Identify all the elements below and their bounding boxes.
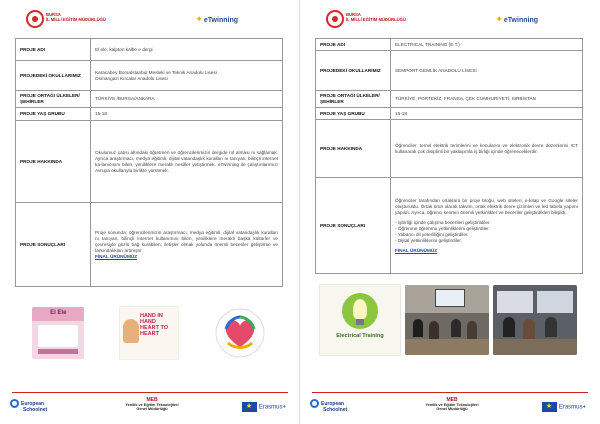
table-row bbox=[16, 61, 283, 91]
table-row bbox=[316, 39, 583, 51]
row-value: Okulumuz çatısı altındaki öğretmen ve öğrencilerimizin dergide rol alması ni sağlamak. Ayrıca araştırmacı, medya eğitimli, dijital vatandaşlık kuralları nı tanıyan, bilinçli internet ka-lanıcısını bilen, yeniliklere meraklı nesiller yetiştirmek. eTwinning ile çalıştırılarımızı Avrupa okullarıyla birlikte yürütmek. bbox=[91, 121, 283, 203]
meb-footer-abbr: MEB bbox=[446, 397, 458, 403]
meb-footer-abbr: MEB bbox=[146, 397, 158, 403]
row-label: PROJE ADI bbox=[316, 39, 391, 51]
schoolnet-ring-icon bbox=[310, 399, 319, 408]
left-images bbox=[15, 305, 283, 361]
row-value: El ele, kalpten kalbe e dergi bbox=[91, 39, 283, 61]
page-footer bbox=[300, 392, 600, 420]
table-row bbox=[16, 91, 283, 108]
row-label: PROJE ADI bbox=[16, 39, 91, 61]
footer-divider bbox=[12, 392, 288, 393]
row-value: ELECTRICAL TRAINING (E.T.) bbox=[391, 39, 583, 51]
etwinning-label: eTwinning bbox=[203, 17, 238, 24]
row-value: Karacabey Borsaİstanbul Mesleki ve Teknik Anadolu Lisesi Osmangazi Kırcalar Anadolu Lisesi bbox=[91, 61, 283, 91]
meb-logo-icon bbox=[26, 10, 44, 28]
page-header bbox=[0, 8, 300, 34]
etwinning-logo bbox=[495, 14, 538, 25]
classroom-photo-1 bbox=[405, 285, 489, 355]
table-row bbox=[16, 121, 283, 203]
european-schoolnet-logo bbox=[10, 399, 47, 414]
row-value: TÜRKİYE, PORTEKİZ, FRANSA, ÇEK CUMHURİYETİ, SIRBİSTAN bbox=[391, 91, 583, 108]
page-header bbox=[300, 8, 600, 34]
eu-flag-icon bbox=[542, 402, 557, 412]
etwinning-label: eTwinning bbox=[503, 17, 538, 24]
electrical-training-logo-image bbox=[319, 284, 401, 356]
row-label: PROJEDEKİ OKULLARIMIZ bbox=[16, 61, 91, 91]
meb-footer-logo bbox=[122, 398, 182, 412]
footer-divider bbox=[312, 392, 588, 393]
table-row bbox=[316, 120, 583, 178]
project-table-right bbox=[315, 38, 583, 274]
etwinning-star-icon: ✦ bbox=[495, 14, 503, 24]
table-row bbox=[16, 108, 283, 121]
result-bullet: - Dijital yetkinliklerini geliştirdiler. bbox=[395, 237, 462, 243]
electrical-training-logo-text: Electrical Training bbox=[336, 333, 384, 339]
magazine-cover-text: El Ele bbox=[50, 310, 67, 316]
meb-header-text: BURSA İL MİLLİ EĞİTİM MÜDÜRLÜĞÜ bbox=[346, 12, 406, 23]
erasmus-label: Erasmus+ bbox=[258, 404, 286, 411]
row-label: PROJE YAŞ GRUBU bbox=[316, 108, 391, 120]
table-row bbox=[316, 91, 583, 108]
right-page bbox=[300, 0, 600, 424]
schoolnet-ring-icon bbox=[10, 399, 19, 408]
row-value: TÜRKİYE /BURSA/ANKARA bbox=[91, 91, 283, 108]
row-value: Proje sonunda; öğrencilerimizin araştırmacı, medya eğitimli, dijital vatandaşlık kuralları nı tanıyan, bilinçli internet kullanımını bilen, yeniliklere meraklı başka kültürler ve çevresiyle güzlü bağ kurabilen, iletişler olmak yolunda önemli beceriler geliştirme ve farkındalıkları artmıştır bbox=[95, 229, 278, 253]
result-bullet: - İşbirliği içinde çalışma becerileri geliştirildiler. bbox=[395, 219, 491, 225]
schoolnet-label-2: Schoolnet bbox=[323, 407, 348, 413]
row-value-cell bbox=[91, 203, 283, 287]
row-value: Öğrenciler, temel elektrik terimlerini ve konularını ve elektronik devre düzenlerini ICT kullanarak çok disiplinli bir yaklaşımla iş birliği içinde öğreneceklerdir. bbox=[391, 120, 583, 178]
schoolnet-label-1: European bbox=[321, 400, 345, 407]
meb-footer-text: Yenilik ve Eğitim Teknolojileri Genel Müdürlüğü bbox=[125, 402, 179, 412]
hearts-logo-icon bbox=[214, 307, 266, 359]
table-row bbox=[16, 39, 283, 61]
result-bullet: - Yabancı dil yeterliliğini geliştirdiler. bbox=[395, 231, 469, 237]
schoolnet-label-1: European bbox=[21, 400, 45, 407]
table-row bbox=[316, 178, 583, 274]
final-product-link[interactable]: FİNAL ÜRÜNÜMÜZ bbox=[95, 253, 138, 259]
hearts-logo-image bbox=[214, 307, 266, 359]
eu-flag-icon bbox=[242, 402, 257, 412]
classroom-photo-2 bbox=[493, 285, 577, 355]
hand-in-hand-text: HAND IN HAND HEART TO HEART bbox=[139, 313, 168, 337]
row-label: PROJE ORTAĞI ÜLKELER/ŞEHİRLER bbox=[16, 91, 91, 108]
row-label: PROJEDEKİ OKULLARIMIZ bbox=[316, 51, 391, 91]
hand-in-hand-image bbox=[119, 306, 179, 360]
erasmus-label: Erasmus+ bbox=[558, 404, 586, 411]
final-product-link[interactable]: FİNAL ÜRÜNÜMÜZ bbox=[395, 247, 438, 253]
meb-footer-logo bbox=[422, 398, 482, 412]
etwinning-star-icon: ✦ bbox=[195, 14, 203, 24]
meb-footer-text: Yenilik ve Eğitim Teknolojileri Genel Müdürlüğü bbox=[425, 402, 479, 412]
meb-header-text: BURSA İL MİLLİ EĞİTİM MÜDÜRLÜĞÜ bbox=[46, 12, 106, 23]
erasmus-logo bbox=[542, 402, 586, 412]
meb-logo-icon bbox=[326, 10, 344, 28]
result-bullet: - Öğrenme öğrenme yetkinliklerini geliştirdiler. bbox=[395, 225, 490, 231]
magazine-cover-image bbox=[32, 307, 84, 359]
row-value: 15-18 bbox=[391, 108, 583, 120]
row-label: PROJE HAKKINDA bbox=[316, 120, 391, 178]
row-value: SEMPORT GEMLİK ANADOLU LİSESİ bbox=[391, 51, 583, 91]
right-images bbox=[315, 282, 587, 358]
page-footer bbox=[0, 392, 300, 420]
row-label: PROJE HAKKINDA bbox=[16, 121, 91, 203]
row-label: PROJE SONUÇLARI bbox=[316, 178, 391, 274]
table-row bbox=[16, 203, 283, 287]
erasmus-logo bbox=[242, 402, 286, 412]
row-value: 15-18 bbox=[91, 108, 283, 121]
etwinning-logo bbox=[195, 14, 238, 25]
european-schoolnet-logo bbox=[310, 399, 347, 414]
row-label: PROJE YAŞ GRUBU bbox=[16, 108, 91, 121]
row-value-cell bbox=[391, 178, 583, 274]
project-table-left bbox=[15, 38, 283, 287]
row-value: Öğrenciler tarafından ortaklara bir proje bloğu, web siteleri, e-kitap ve Google siteler oluşturuldu. Ortak ürün olarak takvim, ortak elektrik devre çizimleri ve led tabela yapımı yapıldı. Ayrıca, öğrenci kenmın önemli yetkinlikler ve beceriler geliştirdikleri bilişildi. bbox=[395, 197, 578, 215]
table-row bbox=[316, 108, 583, 120]
schoolnet-label-2: Schoolnet bbox=[23, 407, 48, 413]
row-label: PROJE SONUÇLARI bbox=[16, 203, 91, 287]
table-row bbox=[316, 51, 583, 91]
row-label: PROJE ORTAĞI ÜLKELER/ŞEHİRLER bbox=[316, 91, 391, 108]
